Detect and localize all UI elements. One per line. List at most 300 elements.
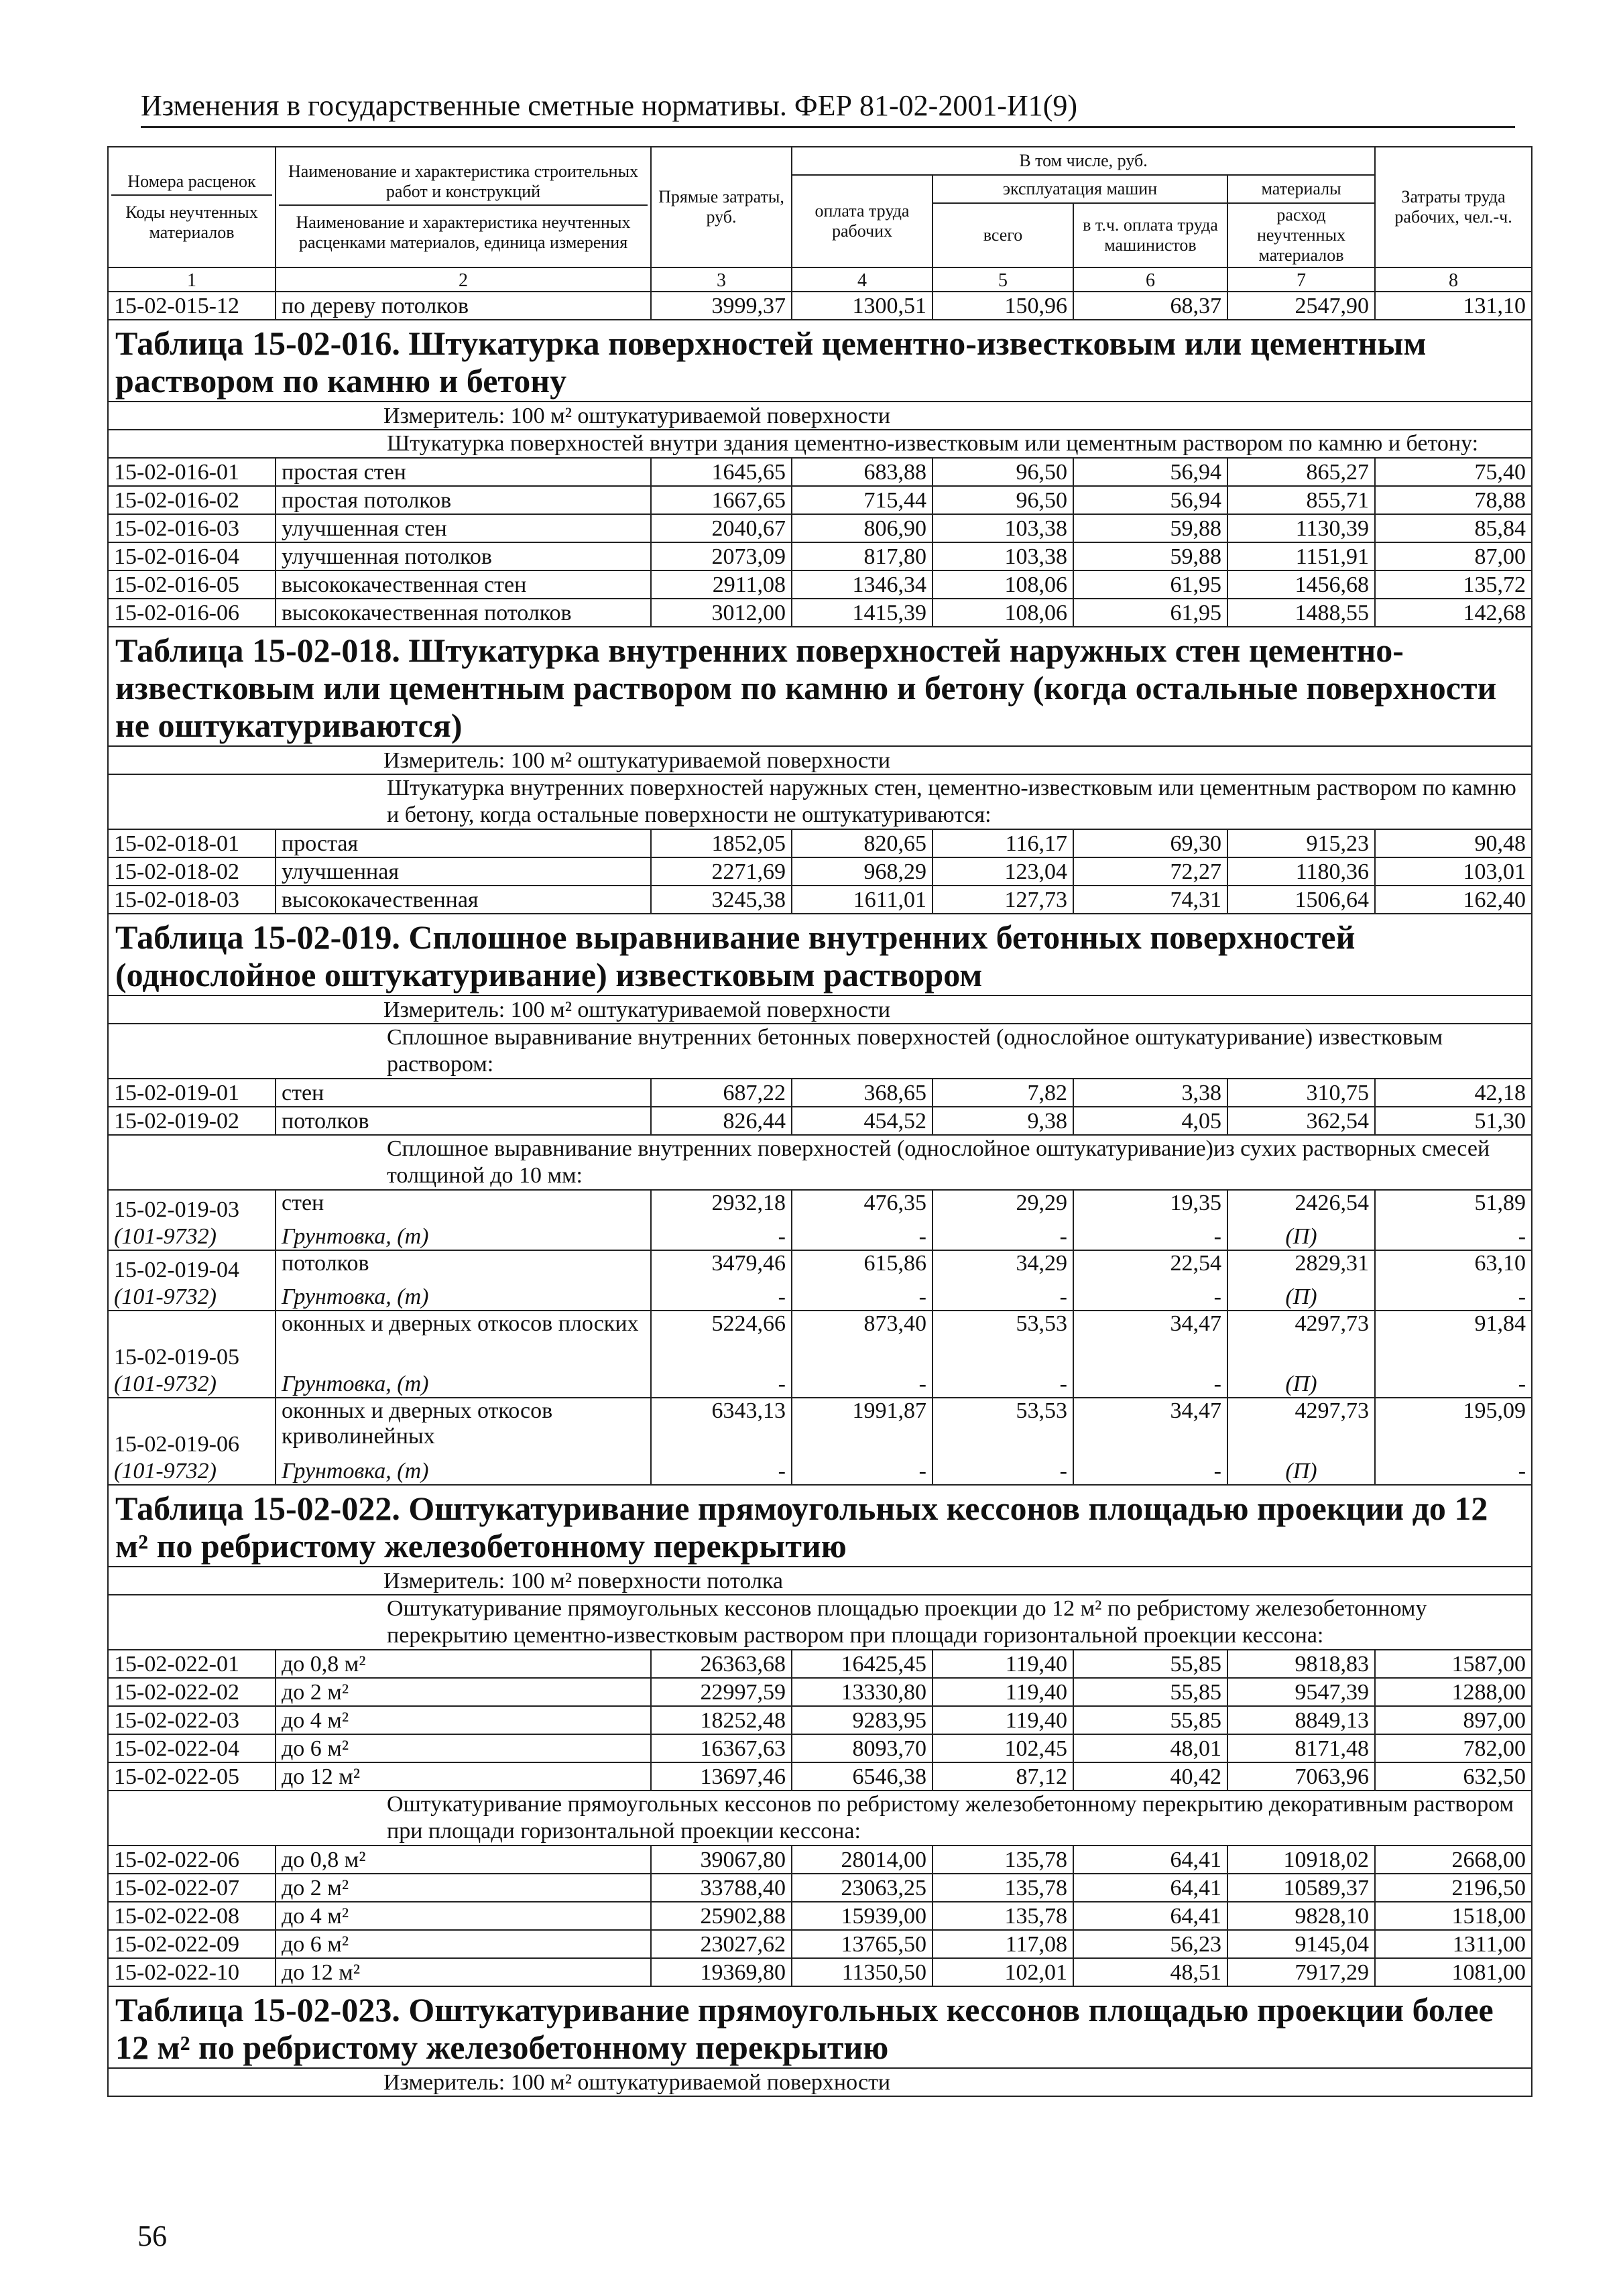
cell-col-6: 40,42 (1073, 1762, 1227, 1791)
cell-col-2: до 0,8 м² (276, 1846, 651, 1874)
cell-col-4: 13330,80 (792, 1678, 933, 1706)
table-row (108, 1311, 1532, 1370)
cell-col-2: улучшенная потолков (276, 542, 651, 570)
table-row (108, 1734, 1532, 1762)
cell-col-6: 61,95 (1073, 570, 1227, 599)
cell-col-4: 9283,95 (792, 1706, 933, 1734)
cell-col-8: 78,88 (1375, 486, 1532, 514)
table-title: Таблица 15-02-022. Оштукатуривание прямоугольных кессонов площадью проекции до 12 м² по ребристому железобетонному перекрытию (108, 1485, 1532, 1567)
cell-col-7: 7063,96 (1227, 1762, 1375, 1791)
group-heading: Сплошное выравнивание внутренних бетонных поверхностей (однослойное оштукатуривание) известковым раствором: (108, 1024, 1532, 1079)
cell-col-3: 39067,80 (651, 1846, 792, 1874)
cell-col-7: 4297,73 (1227, 1398, 1375, 1457)
cell-col-3: 826,44 (651, 1107, 792, 1135)
table-row (108, 1902, 1532, 1930)
cell-col-5: 119,40 (933, 1706, 1073, 1734)
cell-col-6: 19,35 (1073, 1190, 1227, 1223)
cell-col-4: 1415,39 (792, 599, 933, 627)
cell-col-5: 29,29 (933, 1190, 1073, 1223)
cell-col-5: 116,17 (933, 829, 1073, 857)
group-heading: Сплошное выравнивание внутренних поверхностей (однослойное оштукатуривание)из сухих растворных смесей толщиной до 10 мм: (108, 1135, 1532, 1190)
cell-col-6: 4,05 (1073, 1107, 1227, 1135)
cell-col-6: 55,85 (1073, 1678, 1227, 1706)
cell-col-6: 3,38 (1073, 1079, 1227, 1107)
cell-col-3: 23027,62 (651, 1930, 792, 1958)
cell-col-1: 15-02-018-01 (108, 829, 276, 857)
col-header-5: всего (933, 203, 1073, 267)
cell-col-4: 454,52 (792, 1107, 933, 1135)
cell-col-8: 1587,00 (1375, 1650, 1532, 1678)
cell-col-8: 2668,00 (1375, 1846, 1532, 1874)
cell-col-3: 5224,66 (651, 1311, 792, 1370)
cell-col-5: 117,08 (933, 1930, 1073, 1958)
cell-col-5: 150,96 (933, 292, 1073, 320)
cell-col-3: 16367,63 (651, 1734, 792, 1762)
cell-col-2: до 12 м² (276, 1958, 651, 1986)
cell-col-5: - (933, 1223, 1073, 1250)
cell-col-8: 51,89 (1375, 1190, 1532, 1223)
group-heading: Штукатурка поверхностей внутри здания цементно-известковым или цементным раствором по камню и бетону: (108, 430, 1532, 458)
cell-col-7: 10918,02 (1227, 1846, 1375, 1874)
cell-col-8: 195,09 (1375, 1398, 1532, 1457)
table-meter: Измеритель: 100 м² оштукатуриваемой поверхности (108, 995, 1532, 1024)
col-header-8: Затраты труда рабочих, чел.-ч. (1375, 147, 1532, 267)
cell-col-2: улучшенная стен (276, 514, 651, 542)
table-row (108, 1678, 1532, 1706)
cell-col-3: 22997,59 (651, 1678, 792, 1706)
cell-col-6: 55,85 (1073, 1706, 1227, 1734)
cell-col-5: 96,50 (933, 486, 1073, 514)
cell-col-1: 15-02-019-02 (108, 1107, 276, 1135)
cell-col-2: по дереву потолков (276, 292, 651, 320)
cell-col-7: 2426,54 (1227, 1190, 1375, 1223)
col-header-1: Номера расценок Коды неучтенных материалов (108, 147, 276, 267)
cell-col-2: стен (276, 1190, 651, 1223)
cell-col-3: 2040,67 (651, 514, 792, 542)
table-title-row (108, 1986, 1532, 2068)
col-header-6: в т.ч. оплата труда машинистов (1073, 203, 1227, 267)
cell-col-4: 1300,51 (792, 292, 933, 320)
table-row (108, 458, 1532, 486)
material-row (108, 1457, 1532, 1485)
cell-col-2: Грунтовка, (т) (276, 1457, 651, 1485)
group-heading-row (108, 1595, 1532, 1650)
cell-col-8: 1311,00 (1375, 1930, 1532, 1958)
table-row (108, 1762, 1532, 1791)
cell-col-7: 1151,91 (1227, 542, 1375, 570)
cell-col-3: 1667,65 (651, 486, 792, 514)
cell-col-3: 6343,13 (651, 1398, 792, 1457)
table-row (108, 292, 1532, 320)
cell-col-5: 135,78 (933, 1874, 1073, 1902)
table-title: Таблица 15-02-019. Сплошное выравнивание внутренних бетонных поверхностей (однослойное оштукатуривание) известковым раствором (108, 914, 1532, 995)
cell-col-3: - (651, 1457, 792, 1485)
cell-col-4: 1991,87 (792, 1398, 933, 1457)
cell-col-8: 135,72 (1375, 570, 1532, 599)
cell-col-3: - (651, 1370, 792, 1398)
table-meter-row (108, 402, 1532, 430)
cell-col-8: 91,84 (1375, 1311, 1532, 1370)
cell-col-2: Грунтовка, (т) (276, 1370, 651, 1398)
cell-col-3: 25902,88 (651, 1902, 792, 1930)
cell-col-3: 26363,68 (651, 1650, 792, 1678)
cell-col-8: 142,68 (1375, 599, 1532, 627)
table-row (108, 1079, 1532, 1107)
material-row (108, 1223, 1532, 1250)
cell-col-4: 817,80 (792, 542, 933, 570)
col-header-materials: материалы (1227, 175, 1375, 203)
cell-col-6: 69,30 (1073, 829, 1227, 857)
cell-col-2: стен (276, 1079, 651, 1107)
cell-col-7: 9828,10 (1227, 1902, 1375, 1930)
cell-col-8: - (1375, 1370, 1532, 1398)
cell-col-4: 23063,25 (792, 1874, 933, 1902)
cell-col-5: 135,78 (933, 1902, 1073, 1930)
cell-col-1: 15-02-016-01 (108, 458, 276, 486)
cell-col-2: до 4 м² (276, 1706, 651, 1734)
cell-col-3: 33788,40 (651, 1874, 792, 1902)
cell-col-8: 1288,00 (1375, 1678, 1532, 1706)
cell-col-8: 632,50 (1375, 1762, 1532, 1791)
cell-col-5: 103,38 (933, 514, 1073, 542)
cell-col-5: 34,29 (933, 1250, 1073, 1283)
cell-col-3: 3479,46 (651, 1250, 792, 1283)
cell-col-6: 61,95 (1073, 599, 1227, 627)
cell-col-2: до 6 м² (276, 1734, 651, 1762)
table-meter-row (108, 995, 1532, 1024)
group-heading-row (108, 774, 1532, 829)
cell-col-3: 687,22 (651, 1079, 792, 1107)
table-meter: Измеритель: 100 м² оштукатуриваемой поверхности (108, 2068, 1532, 2096)
cell-col-4: 615,86 (792, 1250, 933, 1283)
cell-col-8: 103,01 (1375, 857, 1532, 886)
cell-col-6: 55,85 (1073, 1650, 1227, 1678)
cell-col-7: (П) (1227, 1283, 1375, 1311)
cell-col-1: 15-02-022-04 (108, 1734, 276, 1762)
cell-col-8: 1518,00 (1375, 1902, 1532, 1930)
cell-col-8: 897,00 (1375, 1706, 1532, 1734)
cell-col-8: - (1375, 1283, 1532, 1311)
table-row (108, 570, 1532, 599)
cell-col-1: 15-02-019-06 (108, 1398, 276, 1457)
cell-col-5: 87,12 (933, 1762, 1073, 1791)
cell-col-4: 8093,70 (792, 1734, 933, 1762)
cell-col-5: - (933, 1283, 1073, 1311)
cell-col-4: 16425,45 (792, 1650, 933, 1678)
cell-col-5: 135,78 (933, 1846, 1073, 1874)
cell-col-7: 1488,55 (1227, 599, 1375, 627)
table-meter: Измеритель: 100 м² поверхности потолка (108, 1567, 1532, 1595)
table-row (108, 1398, 1532, 1457)
cell-col-3: 2271,69 (651, 857, 792, 886)
cell-col-8: 42,18 (1375, 1079, 1532, 1107)
cell-col-5: 96,50 (933, 458, 1073, 486)
cell-col-1: 15-02-022-01 (108, 1650, 276, 1678)
cell-col-3: 2073,09 (651, 542, 792, 570)
table-row (108, 829, 1532, 857)
cell-col-3: - (651, 1223, 792, 1250)
cell-col-1: 15-02-022-09 (108, 1930, 276, 1958)
cell-col-4: 15939,00 (792, 1902, 933, 1930)
cell-col-6: 34,47 (1073, 1311, 1227, 1370)
table-row (108, 857, 1532, 886)
table-row (108, 1930, 1532, 1958)
cell-col-7: 865,27 (1227, 458, 1375, 486)
cell-col-5: 108,06 (933, 570, 1073, 599)
cell-col-2: до 4 м² (276, 1902, 651, 1930)
cell-col-3: 13697,46 (651, 1762, 792, 1791)
cell-col-2: до 2 м² (276, 1874, 651, 1902)
cell-col-2: высококачественная стен (276, 570, 651, 599)
cell-col-8: 87,00 (1375, 542, 1532, 570)
cell-col-1: 15-02-022-03 (108, 1706, 276, 1734)
table-meter: Измеритель: 100 м² оштукатуриваемой поверхности (108, 402, 1532, 430)
cell-col-6: 48,51 (1073, 1958, 1227, 1986)
cell-col-1: 15-02-022-06 (108, 1846, 276, 1874)
cell-col-1: 15-02-022-07 (108, 1874, 276, 1902)
cell-col-1: 15-02-016-03 (108, 514, 276, 542)
cell-col-7: 9818,83 (1227, 1650, 1375, 1678)
cell-col-6: 59,88 (1073, 514, 1227, 542)
cell-col-7: 915,23 (1227, 829, 1375, 857)
cell-col-7: 2829,31 (1227, 1250, 1375, 1283)
cell-col-2: потолков (276, 1250, 651, 1283)
table-row (108, 1846, 1532, 1874)
cell-col-5: 53,53 (933, 1398, 1073, 1457)
table-row (108, 486, 1532, 514)
group-heading-row (108, 1024, 1532, 1079)
cell-col-4: 820,65 (792, 829, 933, 857)
cell-col-8: 782,00 (1375, 1734, 1532, 1762)
cell-col-4: 873,40 (792, 1311, 933, 1370)
col-header-machines: эксплуатация машин (933, 175, 1227, 203)
cell-col-5: 123,04 (933, 857, 1073, 886)
cell-col-6: - (1073, 1370, 1227, 1398)
col-header-2: Наименование и характеристика строительных работ и конструкций Наименование и характеристика неучтенных расценками материалов, единица измерения (276, 147, 651, 267)
cell-col-3: 19369,80 (651, 1958, 792, 1986)
cell-col-3: 3012,00 (651, 599, 792, 627)
table-row (108, 599, 1532, 627)
cell-col-4: - (792, 1223, 933, 1250)
material-row (108, 1370, 1532, 1398)
group-heading: Оштукатуривание прямоугольных кессонов по ребристому железобетонному перекрытию декоративным раствором при площади горизонтальной проекции кессона: (108, 1791, 1532, 1846)
cell-col-7: 1180,36 (1227, 857, 1375, 886)
cell-col-6: 72,27 (1073, 857, 1227, 886)
cell-col-4: 6546,38 (792, 1762, 933, 1791)
cell-col-2: до 6 м² (276, 1930, 651, 1958)
cell-col-6: 64,41 (1073, 1846, 1227, 1874)
cell-col-1: (101-9732) (108, 1283, 276, 1311)
cell-col-6: 59,88 (1073, 542, 1227, 570)
cell-col-5: 108,06 (933, 599, 1073, 627)
cell-col-6: 74,31 (1073, 886, 1227, 914)
cell-col-3: - (651, 1283, 792, 1311)
cell-col-4: - (792, 1457, 933, 1485)
group-heading: Оштукатуривание прямоугольных кессонов площадью проекции до 12 м² по ребристому железобетонному перекрытию цементно-известковым раствором при площади горизонтальной проекции кессона: (108, 1595, 1532, 1650)
cell-col-4: 28014,00 (792, 1846, 933, 1874)
cell-col-3: 3245,38 (651, 886, 792, 914)
table-title: Таблица 15-02-023. Оштукатуривание прямоугольных кессонов площадью проекции более 12 м² по ребристому железобетонному перекрытию (108, 1986, 1532, 2068)
cell-col-8: - (1375, 1223, 1532, 1250)
cell-col-5: 119,40 (933, 1650, 1073, 1678)
table-title: Таблица 15-02-018. Штукатурка внутренних поверхностей наружных стен цементно-известковым или цементным раствором по камню и бетону (когда остальные поверхности не оштукатуриваются) (108, 627, 1532, 746)
cell-col-1: 15-02-022-05 (108, 1762, 276, 1791)
cell-col-1: 15-02-022-10 (108, 1958, 276, 1986)
cell-col-2: Грунтовка, (т) (276, 1283, 651, 1311)
cell-col-8: - (1375, 1457, 1532, 1485)
cell-col-4: 476,35 (792, 1190, 933, 1223)
table-title-row (108, 1485, 1532, 1567)
table-meter-row (108, 1567, 1532, 1595)
cell-col-4: 1346,34 (792, 570, 933, 599)
document-header: Изменения в государственные сметные нормативы. ФЕР 81-02-2001-И1(9) (141, 86, 1515, 128)
cell-col-8: 131,10 (1375, 292, 1532, 320)
cell-col-4: 11350,50 (792, 1958, 933, 1986)
cell-col-2: потолков (276, 1107, 651, 1135)
col-header-4: оплата труда рабочих (792, 175, 933, 267)
cell-col-6: - (1073, 1283, 1227, 1311)
cell-col-7: 10589,37 (1227, 1874, 1375, 1902)
col-header-3: Прямые затраты, руб. (651, 147, 792, 267)
cell-col-1: 15-02-019-04 (108, 1250, 276, 1283)
table-meter-row (108, 746, 1532, 774)
cell-col-2: простая потолков (276, 486, 651, 514)
cell-col-5: 103,38 (933, 542, 1073, 570)
table-title-row (108, 627, 1532, 746)
group-heading: Штукатурка внутренних поверхностей наружных стен, цементно-известковым или цементным раствором по камню и бетону, когда остальные поверхности не оштукатуриваются: (108, 774, 1532, 829)
cell-col-7: 1130,39 (1227, 514, 1375, 542)
cell-col-2: улучшенная (276, 857, 651, 886)
cell-col-2: простая (276, 829, 651, 857)
table-title: Таблица 15-02-016. Штукатурка поверхностей цементно-известковым или цементным раствором по камню и бетону (108, 320, 1532, 402)
table-row (108, 514, 1532, 542)
cell-col-8: 85,84 (1375, 514, 1532, 542)
cell-col-7: (П) (1227, 1370, 1375, 1398)
cell-col-3: 2911,08 (651, 570, 792, 599)
page-number: 56 (137, 2220, 167, 2252)
col-header-inclusive: В том числе, руб. (792, 147, 1375, 175)
cell-col-8: 1081,00 (1375, 1958, 1532, 1986)
cell-col-1: 15-02-019-01 (108, 1079, 276, 1107)
column-number-row: 1 2 3 4 5 6 7 8 (108, 267, 1532, 292)
cell-col-5: 102,01 (933, 1958, 1073, 1986)
cell-col-4: 715,44 (792, 486, 933, 514)
cell-col-1: 15-02-022-08 (108, 1902, 276, 1930)
cell-col-5: - (933, 1457, 1073, 1485)
cell-col-6: 68,37 (1073, 292, 1227, 320)
cell-col-1: 15-02-016-04 (108, 542, 276, 570)
cell-col-2: высококачественная потолков (276, 599, 651, 627)
table-row (108, 1250, 1532, 1283)
cell-col-7: 9547,39 (1227, 1678, 1375, 1706)
cell-col-3: 2932,18 (651, 1190, 792, 1223)
table-row (108, 1190, 1532, 1223)
cell-col-7: (П) (1227, 1457, 1375, 1485)
table-row (108, 1706, 1532, 1734)
cell-col-1: 15-02-018-03 (108, 886, 276, 914)
table-header-row (108, 147, 1532, 175)
cell-col-1: (101-9732) (108, 1223, 276, 1250)
cell-col-7: 362,54 (1227, 1107, 1375, 1135)
group-heading-row (108, 1135, 1532, 1190)
table-title-row (108, 320, 1532, 402)
cell-col-4: 13765,50 (792, 1930, 933, 1958)
cell-col-2: до 0,8 м² (276, 1650, 651, 1678)
cell-col-6: 34,47 (1073, 1398, 1227, 1457)
cell-col-5: 102,45 (933, 1734, 1073, 1762)
group-heading-row (108, 430, 1532, 458)
cell-col-4: 1611,01 (792, 886, 933, 914)
cell-col-6: 56,94 (1073, 486, 1227, 514)
cell-col-8: 162,40 (1375, 886, 1532, 914)
cell-col-7: (П) (1227, 1223, 1375, 1250)
cell-col-8: 51,30 (1375, 1107, 1532, 1135)
cell-col-4: - (792, 1283, 933, 1311)
cell-col-1: 15-02-016-02 (108, 486, 276, 514)
cell-col-8: 63,10 (1375, 1250, 1532, 1283)
cell-col-7: 7917,29 (1227, 1958, 1375, 1986)
cell-col-1: 15-02-018-02 (108, 857, 276, 886)
cell-col-4: - (792, 1370, 933, 1398)
cell-col-6: 48,01 (1073, 1734, 1227, 1762)
cell-col-5: 7,82 (933, 1079, 1073, 1107)
cell-col-2: Грунтовка, (т) (276, 1223, 651, 1250)
table-row (108, 886, 1532, 914)
cell-col-6: 22,54 (1073, 1250, 1227, 1283)
cell-col-6: - (1073, 1223, 1227, 1250)
group-heading-row (108, 1791, 1532, 1846)
cell-col-4: 368,65 (792, 1079, 933, 1107)
cell-col-2: оконных и дверных откосов плоских (276, 1311, 651, 1370)
cell-col-7: 855,71 (1227, 486, 1375, 514)
cell-col-2: простая стен (276, 458, 651, 486)
table-title-row (108, 914, 1532, 995)
table-meter-row (108, 2068, 1532, 2096)
cell-col-3: 1852,05 (651, 829, 792, 857)
cell-col-1: 15-02-019-03 (108, 1190, 276, 1223)
cell-col-7: 8171,48 (1227, 1734, 1375, 1762)
cell-col-2: до 12 м² (276, 1762, 651, 1791)
cell-col-7: 1506,64 (1227, 886, 1375, 914)
cell-col-1: (101-9732) (108, 1370, 276, 1398)
cell-col-3: 3999,37 (651, 292, 792, 320)
cell-col-1: 15-02-016-05 (108, 570, 276, 599)
cell-col-8: 2196,50 (1375, 1874, 1532, 1902)
cell-col-5: 119,40 (933, 1678, 1073, 1706)
cell-col-1: (101-9732) (108, 1457, 276, 1485)
cell-col-4: 806,90 (792, 514, 933, 542)
cell-col-8: 75,40 (1375, 458, 1532, 486)
cell-col-4: 683,88 (792, 458, 933, 486)
cell-col-1: 15-02-019-05 (108, 1311, 276, 1370)
cell-col-6: - (1073, 1457, 1227, 1485)
cell-col-7: 8849,13 (1227, 1706, 1375, 1734)
table-row (108, 1874, 1532, 1902)
cell-col-3: 1645,65 (651, 458, 792, 486)
cell-col-1: 15-02-016-06 (108, 599, 276, 627)
cell-col-7: 310,75 (1227, 1079, 1375, 1107)
table-row (108, 542, 1532, 570)
cell-col-3: 18252,48 (651, 1706, 792, 1734)
table-row (108, 1958, 1532, 1986)
cell-col-6: 64,41 (1073, 1902, 1227, 1930)
cell-col-6: 56,94 (1073, 458, 1227, 486)
cell-col-2: оконных и дверных откосов криволинейных (276, 1398, 651, 1457)
col-header-7: расход неучтенных материалов (1227, 203, 1375, 267)
cell-col-5: 53,53 (933, 1311, 1073, 1370)
cell-col-6: 64,41 (1073, 1874, 1227, 1902)
table-row (108, 1107, 1532, 1135)
